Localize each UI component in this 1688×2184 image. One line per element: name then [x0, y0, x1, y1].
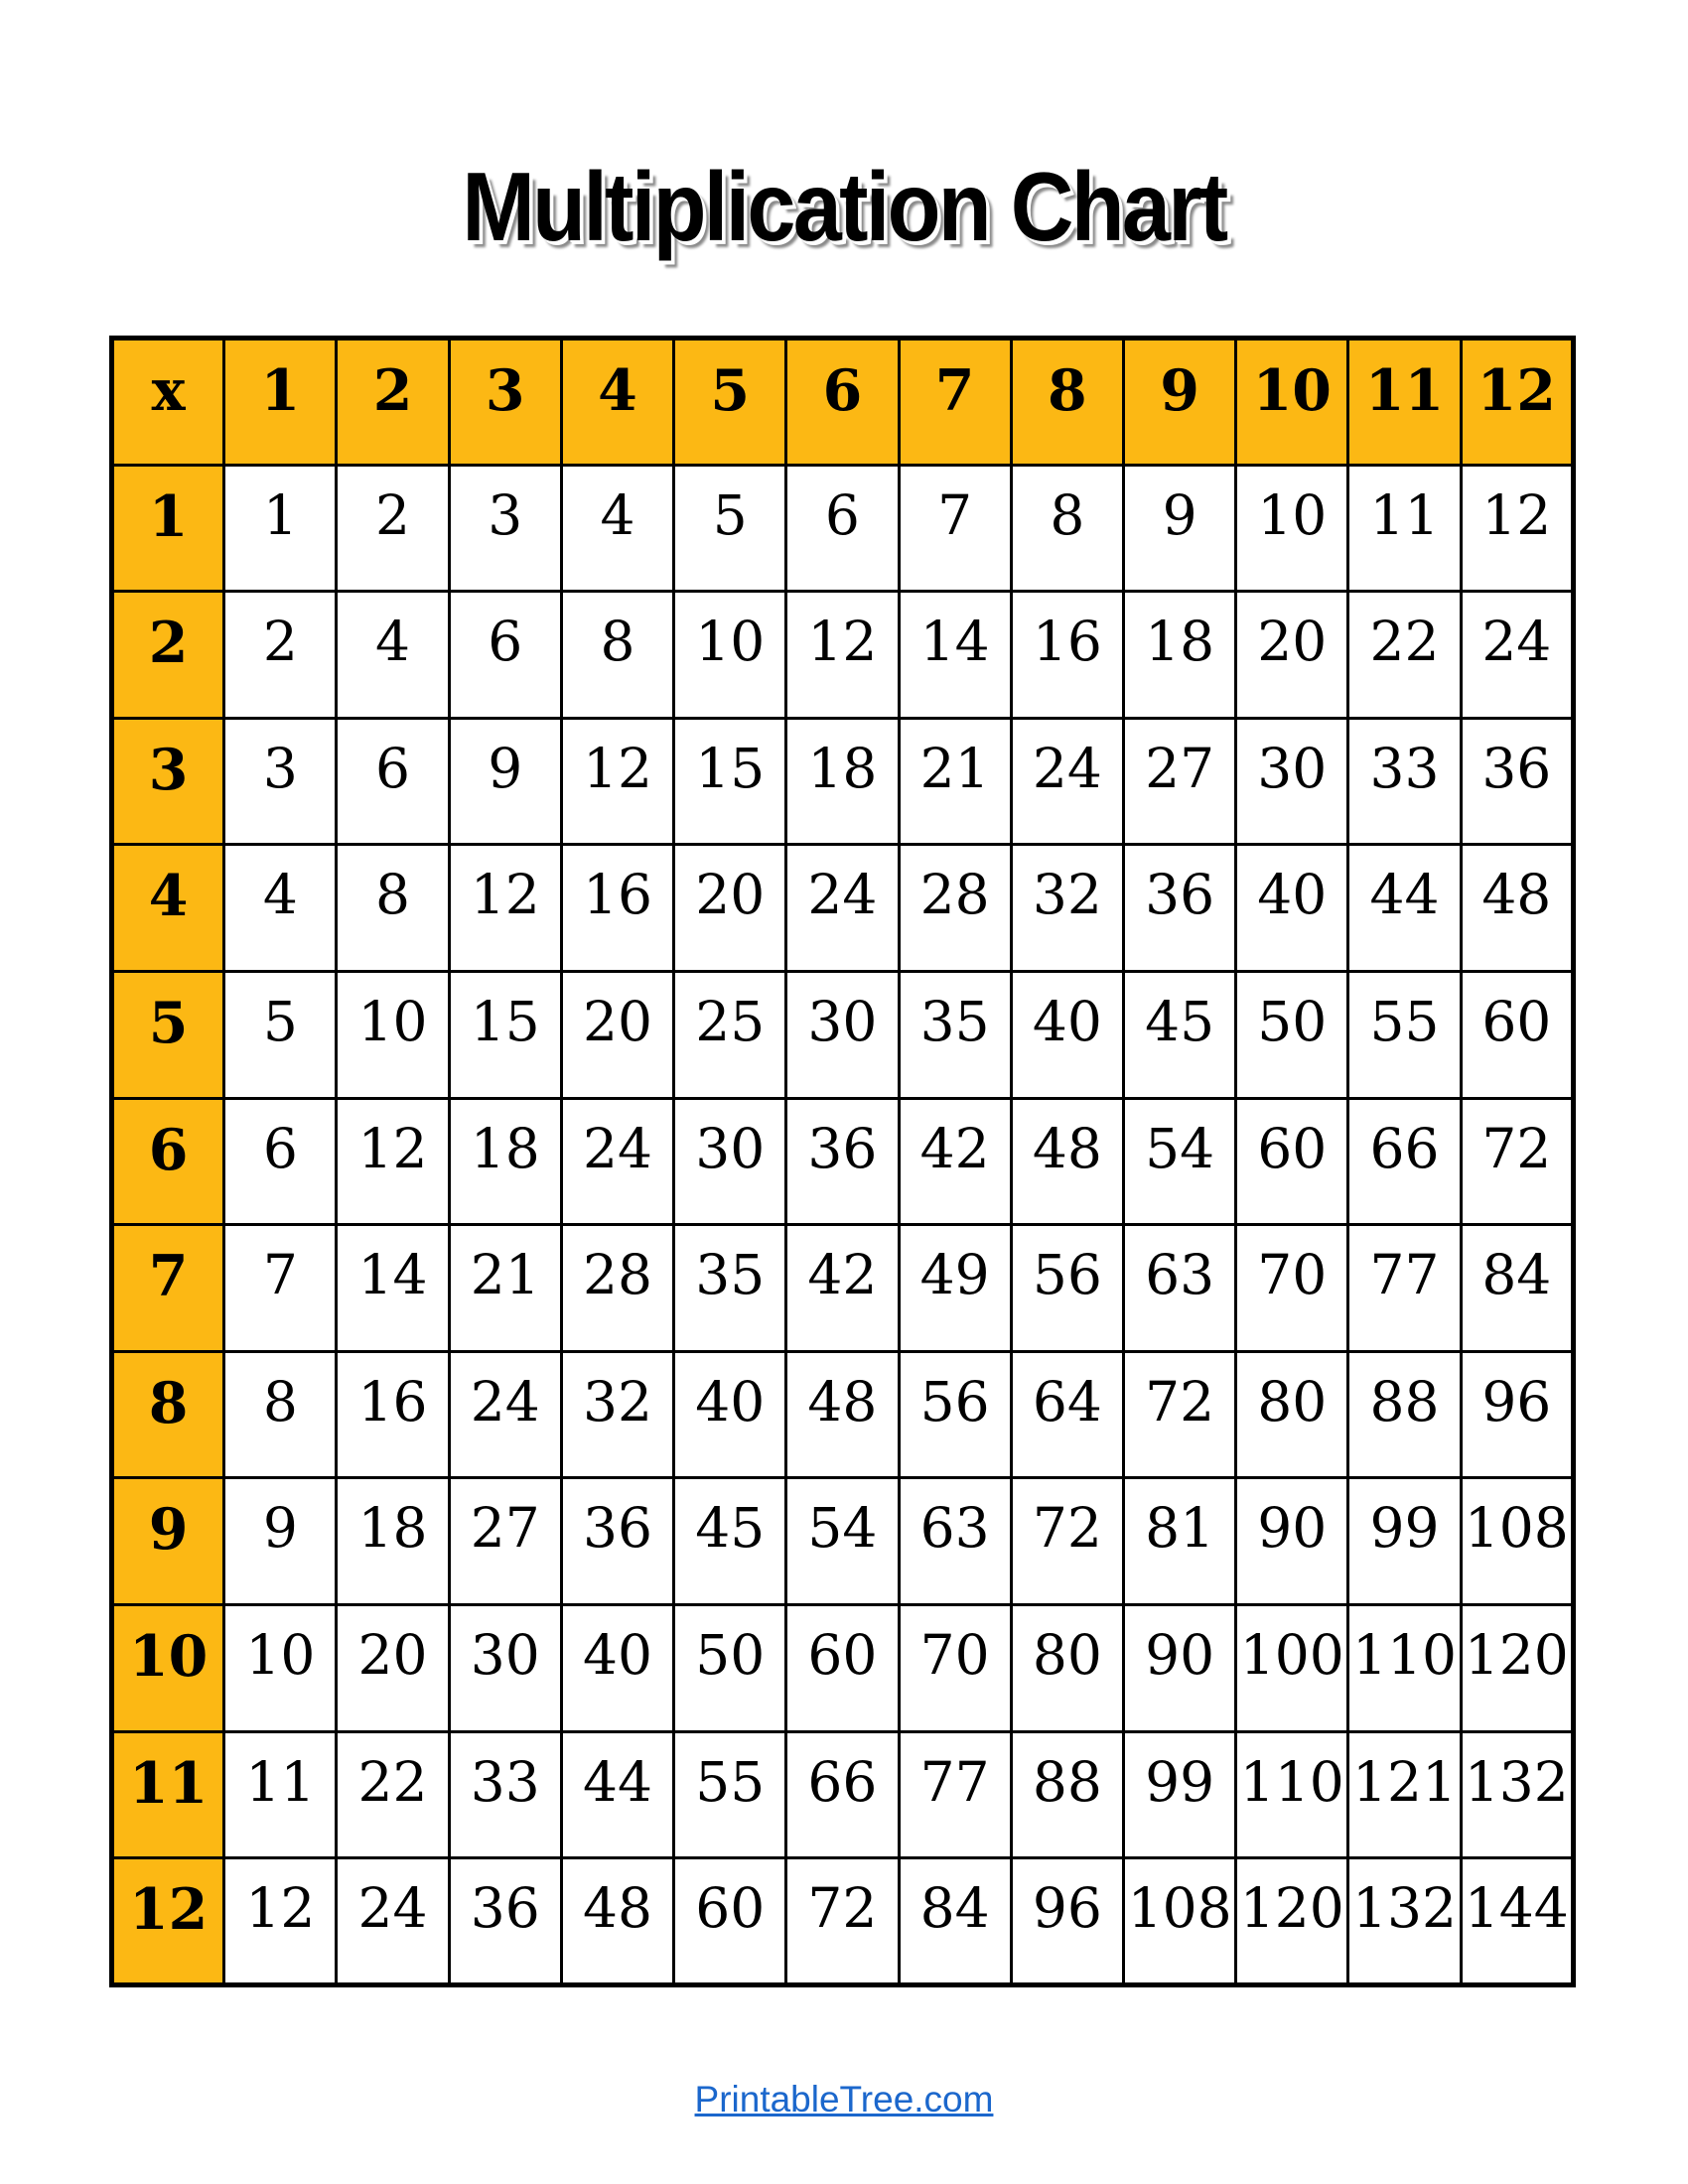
product-cell: 36	[1461, 718, 1573, 845]
product-cell: 99	[1123, 1731, 1235, 1858]
row-header: 9	[112, 1478, 224, 1605]
product-cell: 8	[224, 1351, 337, 1478]
product-cell: 18	[786, 718, 899, 845]
product-cell: 84	[899, 1858, 1011, 1985]
product-cell: 7	[224, 1225, 337, 1352]
product-cell: 48	[561, 1858, 673, 1985]
product-cell: 70	[899, 1604, 1011, 1731]
row-header: 8	[112, 1351, 224, 1478]
product-cell: 88	[1348, 1351, 1461, 1478]
table-row	[112, 592, 1574, 719]
product-cell: 20	[561, 971, 673, 1098]
product-cell: 5	[224, 971, 337, 1098]
product-cell: 22	[1348, 592, 1461, 719]
product-cell: 88	[1011, 1731, 1123, 1858]
table-row	[112, 1731, 1574, 1858]
product-cell: 24	[786, 845, 899, 972]
product-cell: 11	[1348, 465, 1461, 592]
product-cell: 50	[1236, 971, 1348, 1098]
product-cell: 4	[337, 592, 449, 719]
column-header: 12	[1461, 339, 1573, 466]
row-header: 12	[112, 1858, 224, 1985]
product-cell: 56	[1011, 1225, 1123, 1352]
column-header: 3	[449, 339, 561, 466]
product-cell: 16	[561, 845, 673, 972]
product-cell: 45	[1123, 971, 1235, 1098]
table-row	[112, 718, 1574, 845]
product-cell: 30	[786, 971, 899, 1098]
product-cell: 14	[899, 592, 1011, 719]
product-cell: 14	[337, 1225, 449, 1352]
product-cell: 24	[1461, 592, 1573, 719]
product-cell: 100	[1236, 1604, 1348, 1731]
product-cell: 48	[1011, 1098, 1123, 1225]
product-cell: 56	[899, 1351, 1011, 1478]
product-cell: 8	[1011, 465, 1123, 592]
product-cell: 77	[1348, 1225, 1461, 1352]
product-cell: 50	[674, 1604, 786, 1731]
product-cell: 4	[561, 465, 673, 592]
product-cell: 90	[1123, 1604, 1235, 1731]
column-header: 9	[1123, 339, 1235, 466]
product-cell: 90	[1236, 1478, 1348, 1605]
column-header: 8	[1011, 339, 1123, 466]
row-header: 7	[112, 1225, 224, 1352]
product-cell: 36	[1123, 845, 1235, 972]
product-cell: 36	[786, 1098, 899, 1225]
product-cell: 60	[786, 1604, 899, 1731]
product-cell: 63	[899, 1478, 1011, 1605]
column-header: 7	[899, 339, 1011, 466]
product-cell: 2	[337, 465, 449, 592]
product-cell: 36	[561, 1478, 673, 1605]
footer-link[interactable]: PrintableTree.com	[694, 2079, 994, 2119]
product-cell: 120	[1461, 1604, 1573, 1731]
table-row	[112, 1478, 1574, 1605]
product-cell: 15	[449, 971, 561, 1098]
product-cell: 42	[899, 1098, 1011, 1225]
row-header: 10	[112, 1604, 224, 1731]
product-cell: 28	[899, 845, 1011, 972]
product-cell: 33	[449, 1731, 561, 1858]
product-cell: 28	[561, 1225, 673, 1352]
product-cell: 132	[1348, 1858, 1461, 1985]
table-row	[112, 1604, 1574, 1731]
product-cell: 54	[1123, 1098, 1235, 1225]
product-cell: 72	[1461, 1098, 1573, 1225]
product-cell: 18	[337, 1478, 449, 1605]
product-cell: 66	[786, 1731, 899, 1858]
product-cell: 5	[674, 465, 786, 592]
product-cell: 108	[1461, 1478, 1573, 1605]
product-cell: 8	[561, 592, 673, 719]
product-cell: 11	[224, 1731, 337, 1858]
product-cell: 12	[337, 1098, 449, 1225]
product-cell: 96	[1461, 1351, 1573, 1478]
column-header: 4	[561, 339, 673, 466]
product-cell: 9	[1123, 465, 1235, 592]
column-header: 1	[224, 339, 337, 466]
product-cell: 110	[1236, 1731, 1348, 1858]
product-cell: 48	[1461, 845, 1573, 972]
product-cell: 121	[1348, 1731, 1461, 1858]
product-cell: 12	[224, 1858, 337, 1985]
product-cell: 64	[1011, 1351, 1123, 1478]
product-cell: 35	[674, 1225, 786, 1352]
product-cell: 60	[674, 1858, 786, 1985]
product-cell: 18	[449, 1098, 561, 1225]
product-cell: 6	[224, 1098, 337, 1225]
product-cell: 10	[1236, 465, 1348, 592]
product-cell: 2	[224, 592, 337, 719]
product-cell: 25	[674, 971, 786, 1098]
column-header: 2	[337, 339, 449, 466]
product-cell: 36	[449, 1858, 561, 1985]
page-title: Multiplication Chart	[462, 151, 1226, 261]
product-cell: 72	[1123, 1351, 1235, 1478]
product-cell: 42	[786, 1225, 899, 1352]
table-body	[112, 465, 1574, 1984]
row-header: 1	[112, 465, 224, 592]
header-row	[112, 339, 1574, 466]
product-cell: 16	[337, 1351, 449, 1478]
product-cell: 21	[449, 1225, 561, 1352]
column-header: 6	[786, 339, 899, 466]
product-cell: 30	[674, 1098, 786, 1225]
product-cell: 18	[1123, 592, 1235, 719]
product-cell: 99	[1348, 1478, 1461, 1605]
row-header: 3	[112, 718, 224, 845]
product-cell: 6	[449, 592, 561, 719]
product-cell: 12	[786, 592, 899, 719]
row-header: 4	[112, 845, 224, 972]
product-cell: 55	[1348, 971, 1461, 1098]
table-header	[112, 339, 1574, 466]
product-cell: 20	[1236, 592, 1348, 719]
product-cell: 6	[337, 718, 449, 845]
product-cell: 3	[224, 718, 337, 845]
row-header: 2	[112, 592, 224, 719]
product-cell: 27	[1123, 718, 1235, 845]
row-header: 5	[112, 971, 224, 1098]
product-cell: 10	[674, 592, 786, 719]
product-cell: 27	[449, 1478, 561, 1605]
product-cell: 60	[1236, 1098, 1348, 1225]
table-row	[112, 465, 1574, 592]
product-cell: 22	[337, 1731, 449, 1858]
product-cell: 20	[337, 1604, 449, 1731]
product-cell: 9	[449, 718, 561, 845]
product-cell: 40	[561, 1604, 673, 1731]
product-cell: 110	[1348, 1604, 1461, 1731]
table-row	[112, 971, 1574, 1098]
column-header: 5	[674, 339, 786, 466]
corner-cell: x	[112, 339, 224, 466]
product-cell: 96	[1011, 1858, 1123, 1985]
product-cell: 60	[1461, 971, 1573, 1098]
product-cell: 30	[1236, 718, 1348, 845]
product-cell: 20	[674, 845, 786, 972]
product-cell: 16	[1011, 592, 1123, 719]
product-cell: 63	[1123, 1225, 1235, 1352]
product-cell: 10	[337, 971, 449, 1098]
product-cell: 9	[224, 1478, 337, 1605]
product-cell: 30	[449, 1604, 561, 1731]
product-cell: 1	[224, 465, 337, 592]
column-header: 10	[1236, 339, 1348, 466]
row-header: 6	[112, 1098, 224, 1225]
product-cell: 24	[449, 1351, 561, 1478]
product-cell: 44	[561, 1731, 673, 1858]
product-cell: 24	[1011, 718, 1123, 845]
product-cell: 32	[1011, 845, 1123, 972]
product-cell: 12	[449, 845, 561, 972]
product-cell: 108	[1123, 1858, 1235, 1985]
row-header: 11	[112, 1731, 224, 1858]
product-cell: 4	[224, 845, 337, 972]
product-cell: 24	[337, 1858, 449, 1985]
product-cell: 21	[899, 718, 1011, 845]
product-cell: 77	[899, 1731, 1011, 1858]
product-cell: 132	[1461, 1731, 1573, 1858]
product-cell: 66	[1348, 1098, 1461, 1225]
product-cell: 8	[337, 845, 449, 972]
product-cell: 12	[1461, 465, 1573, 592]
product-cell: 7	[899, 465, 1011, 592]
product-cell: 40	[674, 1351, 786, 1478]
product-cell: 6	[786, 465, 899, 592]
product-cell: 120	[1236, 1858, 1348, 1985]
column-header: 11	[1348, 339, 1461, 466]
product-cell: 45	[674, 1478, 786, 1605]
table-row	[112, 1858, 1574, 1985]
table-row	[112, 1351, 1574, 1478]
product-cell: 33	[1348, 718, 1461, 845]
product-cell: 72	[1011, 1478, 1123, 1605]
product-cell: 72	[786, 1858, 899, 1985]
product-cell: 15	[674, 718, 786, 845]
product-cell: 35	[899, 971, 1011, 1098]
product-cell: 81	[1123, 1478, 1235, 1605]
product-cell: 55	[674, 1731, 786, 1858]
product-cell: 32	[561, 1351, 673, 1478]
table-row	[112, 1225, 1574, 1352]
product-cell: 48	[786, 1351, 899, 1478]
product-cell: 80	[1011, 1604, 1123, 1731]
product-cell: 12	[561, 718, 673, 845]
product-cell: 54	[786, 1478, 899, 1605]
product-cell: 84	[1461, 1225, 1573, 1352]
product-cell: 44	[1348, 845, 1461, 972]
product-cell: 24	[561, 1098, 673, 1225]
multiplication-table	[109, 336, 1576, 1987]
product-cell: 80	[1236, 1351, 1348, 1478]
table-row	[112, 845, 1574, 972]
table-row	[112, 1098, 1574, 1225]
product-cell: 40	[1236, 845, 1348, 972]
product-cell: 49	[899, 1225, 1011, 1352]
product-cell: 144	[1461, 1858, 1573, 1985]
product-cell: 40	[1011, 971, 1123, 1098]
footer	[0, 2079, 1688, 2120]
product-cell: 10	[224, 1604, 337, 1731]
product-cell: 3	[449, 465, 561, 592]
product-cell: 70	[1236, 1225, 1348, 1352]
